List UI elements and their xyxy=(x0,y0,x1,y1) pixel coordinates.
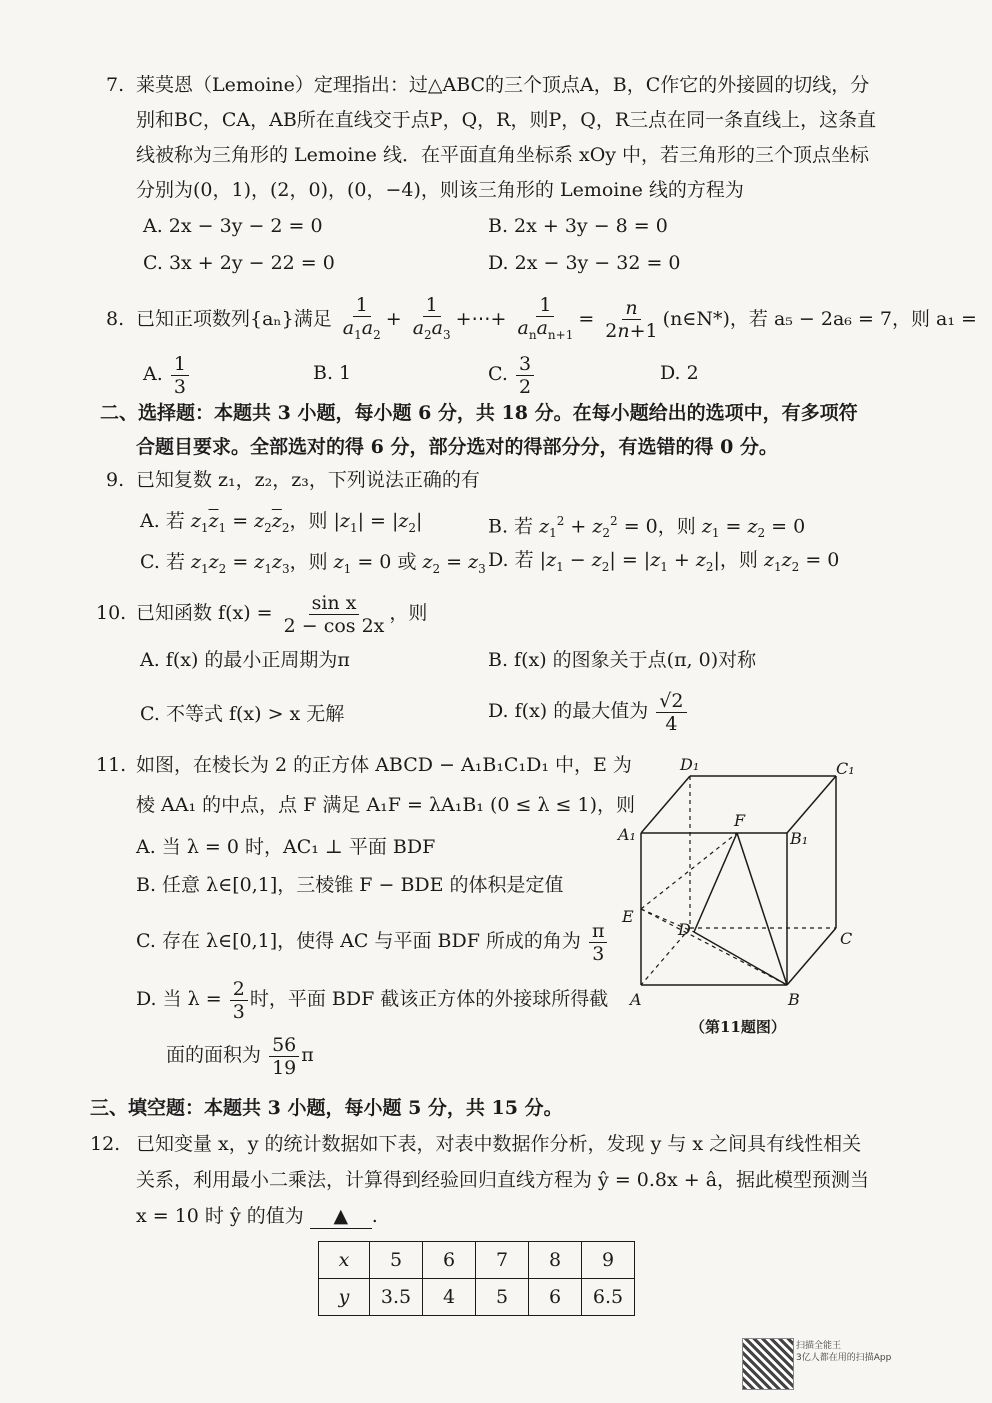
label-A1: A₁ xyxy=(618,825,636,844)
table-cell: 6.5 xyxy=(582,1279,635,1316)
q11-line2: 棱 AA₁ 的中点，点 F 满足 A₁F = λA₁B₁ (0 ≤ λ ≤ 1)，则 xyxy=(136,794,636,816)
table-cell: 8 xyxy=(529,1242,582,1279)
table-row xyxy=(319,1242,635,1279)
q12-line2: 关系，利用最小二乘法，计算得到经验回归直线方程为 ŷ = 0.8x + â，据此模型预测当 xyxy=(136,1169,870,1191)
q11-option-d: D. 当 λ = $\frac{2}{3}$ 时，平面 BDF 截该正方体的外接球所得截 xyxy=(136,977,609,1023)
q8-option-d: D. 2 xyxy=(660,362,699,384)
q10-option-d: D. f(x) 的最大值为 $\frac{√2}{4}$ xyxy=(488,688,689,735)
q12-answer-blank[interactable]: ▲ xyxy=(310,1204,372,1229)
q10-option-a: A. f(x) 的最小正周期为π xyxy=(140,649,350,671)
cube-figure xyxy=(610,750,870,1015)
q8-number: 8. xyxy=(106,307,125,330)
qr-code-icon xyxy=(742,1338,794,1390)
label-C: C xyxy=(840,929,853,948)
q12-data-table xyxy=(318,1241,635,1316)
table-cell: 7 xyxy=(476,1242,529,1279)
q8-option-c: C. $\frac{3}{2}$ xyxy=(488,352,536,398)
section3-heading: 三、填空题：本题共 3 小题，每小题 5 分，共 15 分。 xyxy=(90,1097,563,1119)
q11-number: 11. xyxy=(96,754,127,776)
q7-line1: 7. 莱莫恩（Lemoine）定理指出：过△ABC的三个顶点A，B，C作它的外接圆的切线，分 xyxy=(106,68,869,102)
q11-option-a: A. 当 λ = 0 时，AC₁ ⊥ 平面 BDF xyxy=(136,836,436,858)
label-B: B xyxy=(788,990,800,1009)
q9-option-d: D. 若 $|z_1 - z_2| = |z_1 + z_2|$，则 $z_1z_2 = 0$ xyxy=(488,549,840,574)
scanner-watermark: 扫描全能王 3亿人都在用的扫描App xyxy=(796,1341,892,1363)
section2-instructions: 合题目要求。全部选对的得 6 分，部分选对的得部分分，有选错的得 0 分。 xyxy=(136,436,778,458)
q7-line4: 分别为(0，1)，(2，0)，(0，−4)，则该三角形的 Lemoine 线的方程为 xyxy=(136,179,744,201)
table-cell: 5 xyxy=(476,1279,529,1316)
q12-number: 12. xyxy=(90,1133,121,1155)
edge-C-B xyxy=(787,928,836,985)
edge-F-B xyxy=(737,833,787,985)
edge-A1-D1 xyxy=(641,776,690,833)
q9-option-b: B. 若 $z_1^2 + z_2^2 = 0$，则 $z_1 = z_2 = 0$ xyxy=(488,514,806,541)
edge-C1-B1 xyxy=(787,776,836,833)
q11-option-b: B. 任意 λ∈[0,1]，三棱锥 F − BDE 的体积是定值 xyxy=(136,874,564,896)
q7-line3: 线被称为三角形的 Lemoine 线．在平面直角坐标系 xOy 中，若三角形的三个顶点坐标 xyxy=(136,144,870,166)
label-C1: C₁ xyxy=(836,759,855,778)
label-D1: D₁ xyxy=(680,755,700,774)
figure-caption: （第11题图） xyxy=(690,1018,786,1036)
q8-frac-rhs: $\frac{n}{2n+1}$ xyxy=(605,297,658,343)
label-B1: B₁ xyxy=(790,829,809,848)
q7-line2: 别和BC，CA，AB所在直线交于点P，Q，R，则P，Q，R三点在同一条直线上，这条直 xyxy=(136,109,877,131)
edge-E-F-hidden xyxy=(641,833,737,909)
q7-option-a: A. 2x − 3y − 2 = 0 xyxy=(143,215,323,237)
q7-option-c: C. 3x + 2y − 22 = 0 xyxy=(143,252,335,274)
q10-option-c: C. 不等式 f(x) > x 无解 xyxy=(140,703,345,725)
table-header-x: x xyxy=(319,1242,370,1279)
q8-frac-2: $\frac{1}{a_2a_3}$ xyxy=(412,294,451,342)
q11-option-c: C. 存在 λ∈[0,1]，使得 AC 与平面 BDF 所成的角为 $\frac{\pi}{3}$ xyxy=(136,918,609,965)
q9-number: 9. xyxy=(106,469,125,491)
table-row xyxy=(319,1279,635,1316)
label-E: E xyxy=(622,907,634,926)
label-A: A xyxy=(630,990,642,1009)
table-cell: 9 xyxy=(582,1242,635,1279)
q12-line1: 12. 已知变量 x，y 的统计数据如下表，对表中数据作分析，发现 y 与 x 之间具有线性相关 xyxy=(90,1127,861,1161)
edge-D-B xyxy=(694,932,787,985)
q10-number: 10. xyxy=(96,602,127,624)
q7-option-d: D. 2x − 3y − 32 = 0 xyxy=(488,252,681,274)
q10-option-b: B. f(x) 的图象关于点(π, 0)对称 xyxy=(488,649,757,671)
q7-number: 7. xyxy=(106,74,125,96)
section2-heading: 二、选择题：本题共 3 小题，每小题 6 分，共 18 分。在每小题给出的选项中，有多项符 xyxy=(100,402,858,424)
q8-frac-1: $\frac{1}{a_1a_2}$ xyxy=(342,294,381,342)
q11-line1: 11. 如图，在棱长为 2 的正方体 ABCD − A₁B₁C₁D₁ 中，E 为 xyxy=(96,748,632,782)
label-F: F xyxy=(734,811,746,830)
q8-stem: 8. 已知正项数列{aₙ}满足 $\frac{1}{a_1a_2}$ + $\frac{1}{a_2a_3}$ +⋯+ $\frac{1}{a_na_{n+1}}$ = $\frac{n}{2n+1}$ (n∈N*)，若 a₅ − 2a₆ = 7，则 a₁ = xyxy=(106,294,977,346)
table-cell: 6 xyxy=(423,1242,476,1279)
table-header-y: y xyxy=(319,1279,370,1316)
q9-option-c: C. 若 $z_1z_2 = z_1z_3$，则 $z_1 = 0$ 或 $z_2 = z_3$ xyxy=(140,551,486,576)
table-cell: 6 xyxy=(529,1279,582,1316)
q9-stem: 9. 已知复数 z₁，z₂，z₃，下列说法正确的有 xyxy=(106,463,480,497)
edge-F-D xyxy=(694,833,737,932)
q9-option-a: A. 若 $z_1\overline{z}_1 = z_2\overline{z}_2$，则 $|z_1| = |z_2|$ xyxy=(140,510,423,535)
table-cell: 4 xyxy=(423,1279,476,1316)
table-cell: 5 xyxy=(370,1242,423,1279)
q12-line3: x = 10 时 ŷ 的值为 ▲ . xyxy=(136,1205,378,1227)
q7-option-b: B. 2x + 3y − 8 = 0 xyxy=(488,215,668,237)
q11-option-d-line2: 面的面积为 $\frac{56}{19}$ π xyxy=(166,1033,314,1079)
q10-stem: 10. 已知函数 f(x) = $\frac{\text{sin x}}{2 - \cos 2x}$ ，则 xyxy=(96,591,428,637)
q8-option-a: A. $\frac{1}{3}$ xyxy=(143,352,191,398)
q8-option-b: B. 1 xyxy=(313,362,352,384)
table-cell: 3.5 xyxy=(370,1279,423,1316)
q8-frac-n: $\frac{1}{a_na_{n+1}}$ xyxy=(517,294,574,342)
label-D: D xyxy=(678,920,691,939)
